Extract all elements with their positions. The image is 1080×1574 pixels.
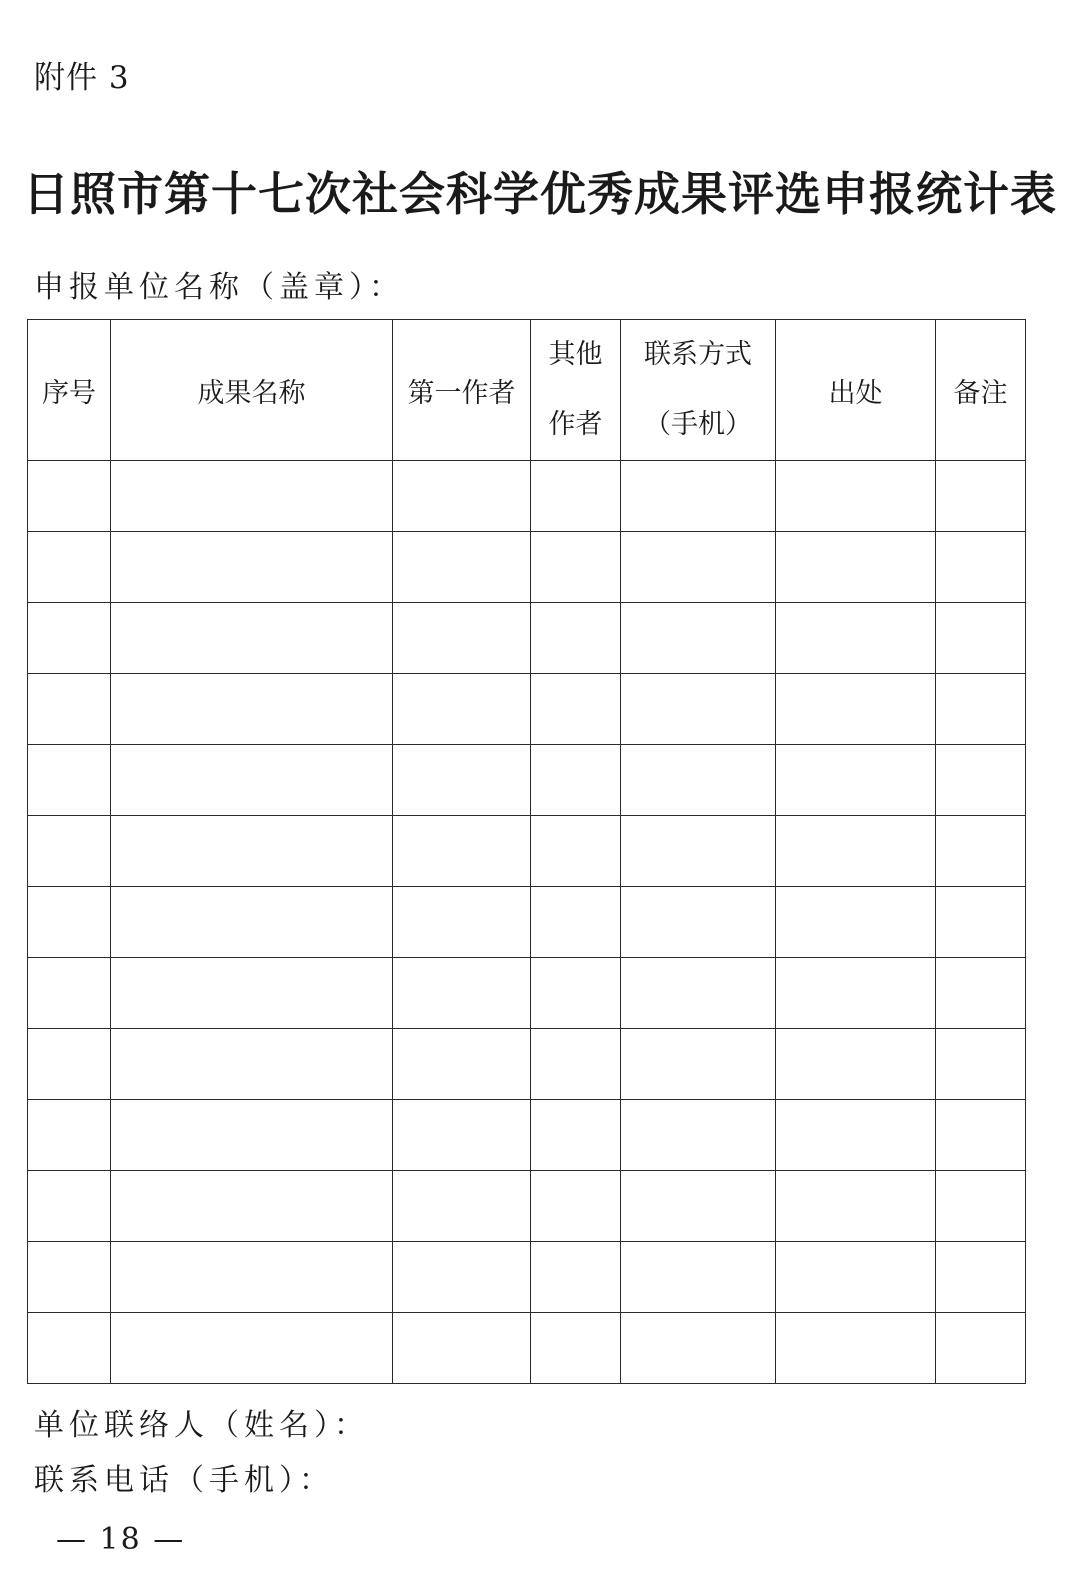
cell-remarks[interactable]: [936, 1313, 1026, 1384]
table-row: [28, 816, 1026, 887]
table-row: [28, 461, 1026, 532]
cell-title[interactable]: [111, 958, 393, 1029]
cell-contact[interactable]: [621, 1029, 776, 1100]
cell-first-author[interactable]: [393, 1029, 531, 1100]
header-index: 序号: [28, 320, 111, 461]
cell-title[interactable]: [111, 816, 393, 887]
cell-contact[interactable]: [621, 461, 776, 532]
header-first-author: 第一作者: [393, 320, 531, 461]
submission-table: [27, 319, 1026, 1384]
cell-other-authors[interactable]: [531, 1100, 621, 1171]
table-row: [28, 1313, 1026, 1384]
header-other-authors: 其他 作者: [531, 320, 621, 461]
cell-contact[interactable]: [621, 1313, 776, 1384]
cell-source[interactable]: [776, 887, 936, 958]
cell-title[interactable]: [111, 1171, 393, 1242]
cell-other-authors[interactable]: [531, 1029, 621, 1100]
cell-contact[interactable]: [621, 958, 776, 1029]
cell-source[interactable]: [776, 674, 936, 745]
cell-contact[interactable]: [621, 1100, 776, 1171]
cell-contact[interactable]: [621, 887, 776, 958]
cell-index[interactable]: [28, 887, 111, 958]
cell-other-authors[interactable]: [531, 816, 621, 887]
header-title: 成果名称: [111, 320, 393, 461]
unit-name-line: 申报单位名称（盖章）：: [34, 270, 404, 305]
cell-index[interactable]: [28, 1100, 111, 1171]
cell-first-author[interactable]: [393, 887, 531, 958]
cell-index[interactable]: [28, 958, 111, 1029]
cell-remarks[interactable]: [936, 1100, 1026, 1171]
cell-title[interactable]: [111, 1029, 393, 1100]
cell-source[interactable]: [776, 745, 936, 816]
cell-remarks[interactable]: [936, 816, 1026, 887]
cell-remarks[interactable]: [936, 1171, 1026, 1242]
cell-title[interactable]: [111, 1242, 393, 1313]
cell-contact[interactable]: [621, 603, 776, 674]
contact-person-line: 单位联络人（姓名）：: [34, 1408, 369, 1443]
cell-remarks[interactable]: [936, 887, 1026, 958]
cell-title[interactable]: [111, 603, 393, 674]
cell-remarks[interactable]: [936, 532, 1026, 603]
cell-index[interactable]: [28, 532, 111, 603]
table-row: [28, 674, 1026, 745]
cell-remarks[interactable]: [936, 674, 1026, 745]
cell-source[interactable]: [776, 1100, 936, 1171]
table-row: [28, 1100, 1026, 1171]
page-title: 日照市第十七次社会科学优秀成果评选申报统计表: [23, 167, 1057, 221]
cell-first-author[interactable]: [393, 1242, 531, 1313]
cell-title[interactable]: [111, 1313, 393, 1384]
cell-remarks[interactable]: [936, 1242, 1026, 1313]
cell-other-authors[interactable]: [531, 958, 621, 1029]
cell-first-author[interactable]: [393, 1313, 531, 1384]
cell-index[interactable]: [28, 816, 111, 887]
cell-other-authors[interactable]: [531, 532, 621, 603]
cell-index[interactable]: [28, 1171, 111, 1242]
cell-remarks[interactable]: [936, 958, 1026, 1029]
cell-other-authors[interactable]: [531, 674, 621, 745]
cell-source[interactable]: [776, 816, 936, 887]
cell-title[interactable]: [111, 532, 393, 603]
cell-contact[interactable]: [621, 745, 776, 816]
cell-other-authors[interactable]: [531, 461, 621, 532]
cell-source[interactable]: [776, 1242, 936, 1313]
attachment-label: 附件 3: [34, 60, 130, 96]
cell-first-author[interactable]: [393, 461, 531, 532]
table-row: [28, 603, 1026, 674]
cell-first-author[interactable]: [393, 532, 531, 603]
cell-other-authors[interactable]: [531, 887, 621, 958]
header-contact: 联系方式 （手机）: [621, 320, 776, 461]
cell-first-author[interactable]: [393, 958, 531, 1029]
cell-source[interactable]: [776, 958, 936, 1029]
cell-other-authors[interactable]: [531, 745, 621, 816]
cell-first-author[interactable]: [393, 674, 531, 745]
cell-index[interactable]: [28, 1313, 111, 1384]
cell-source[interactable]: [776, 603, 936, 674]
cell-source[interactable]: [776, 1029, 936, 1100]
cell-other-authors[interactable]: [531, 1313, 621, 1384]
table-row: [28, 532, 1026, 603]
cell-index[interactable]: [28, 461, 111, 532]
cell-source[interactable]: [776, 532, 936, 603]
cell-first-author[interactable]: [393, 603, 531, 674]
header-remarks: 备注: [936, 320, 1026, 461]
cell-first-author[interactable]: [393, 745, 531, 816]
cell-other-authors[interactable]: [531, 1242, 621, 1313]
header-source: 出处: [776, 320, 936, 461]
cell-title[interactable]: [111, 745, 393, 816]
cell-remarks[interactable]: [936, 1029, 1026, 1100]
cell-contact[interactable]: [621, 532, 776, 603]
table-row: [28, 958, 1026, 1029]
cell-source[interactable]: [776, 1313, 936, 1384]
cell-first-author[interactable]: [393, 816, 531, 887]
cell-contact[interactable]: [621, 1242, 776, 1313]
cell-first-author[interactable]: [393, 1171, 531, 1242]
cell-index[interactable]: [28, 1242, 111, 1313]
page-number: — 18 —: [56, 1522, 186, 1557]
cell-source[interactable]: [776, 1171, 936, 1242]
cell-source[interactable]: [776, 461, 936, 532]
cell-title[interactable]: [111, 887, 393, 958]
cell-contact[interactable]: [621, 674, 776, 745]
cell-remarks[interactable]: [936, 745, 1026, 816]
cell-index[interactable]: [28, 674, 111, 745]
cell-first-author[interactable]: [393, 1100, 531, 1171]
table-row: [28, 1171, 1026, 1242]
cell-other-authors[interactable]: [531, 603, 621, 674]
cell-other-authors[interactable]: [531, 1171, 621, 1242]
cell-remarks[interactable]: [936, 603, 1026, 674]
contact-phone-line: 联系电话（手机）：: [34, 1463, 334, 1498]
cell-contact[interactable]: [621, 816, 776, 887]
cell-title[interactable]: [111, 461, 393, 532]
cell-remarks[interactable]: [936, 461, 1026, 532]
table-body: [28, 461, 1026, 1384]
cell-title[interactable]: [111, 674, 393, 745]
table-row: [28, 1242, 1026, 1313]
cell-index[interactable]: [28, 745, 111, 816]
table-row: [28, 1029, 1026, 1100]
table-row: [28, 887, 1026, 958]
cell-title[interactable]: [111, 1100, 393, 1171]
table-header-row: [28, 320, 1026, 461]
cell-index[interactable]: [28, 1029, 111, 1100]
cell-index[interactable]: [28, 603, 111, 674]
cell-contact[interactable]: [621, 1171, 776, 1242]
table-row: [28, 745, 1026, 816]
